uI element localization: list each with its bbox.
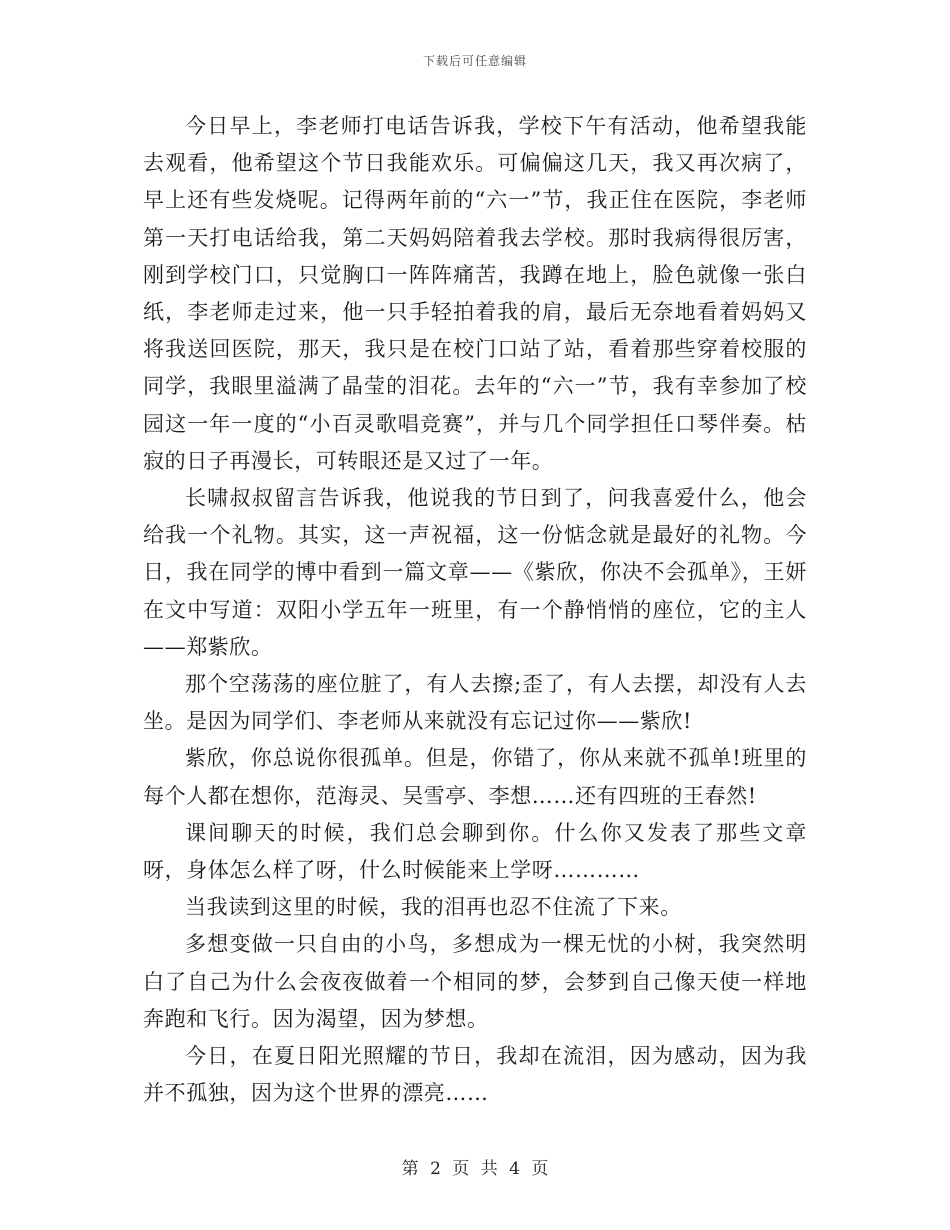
paragraph-8: 今日，在夏日阳光照耀的节日，我却在流泪，因为感动，因为我并不孤独，因为这个世界的漂亮…… [143,1044,807,1106]
page-number-footer: 第 2 页 共 4 页 [401,1159,549,1179]
paragraph-7: 多想变做一只自由的小鸟，多想成为一棵无忧的小树，我突然明白了自己为什么会夜夜做着一个相同的梦，会梦到自己像天使一样地奔跑和飞行。因为渴望，因为梦想。 [143,932,807,1031]
paragraph-4: 紫欣，你总说你很孤单。但是，你错了，你从来就不孤单!班里的每个人都在想你，范海灵、吴雪亭、李想……还有四班的王春然! [143,746,807,808]
page-header-note: 下载后可任意编辑 [422,54,527,68]
paragraph-1: 今日早上，李老师打电话告诉我，学校下午有活动，他希望我能去观看，他希望这个节日我能欢乐。可偏偏这几天，我又再次病了，早上还有些发烧呢。记得两年前的“六一”节，我正住在医院，李老师第一天打电话给我，第二天妈妈陪着我去学校。那时我病得很厉害，刚到学校门口，只觉胸口一阵阵痛苦，我蹲在地上，脸色就像一张白纸，李老师走过来，他一只手轻拍着我的肩，最后无奈地看着妈妈又将我送回医院，那天，我只是在校门口站了站，看着那些穿着校服的同学，我眼里溢满了晶莹的泪花。去年的“六一”节，我有幸参加了校园这一年一度的“小百灵歌唱竞赛”，并与几个同学担任口琴伴奏。枯寂的日子再漫长，可转眼还是又过了一年。 [143,114,807,473]
paragraph-3: 那个空荡荡的座位脏了，有人去擦;歪了，有人去摆，却没有人去坐。是因为同学们、李老师从来就没有忘记过你——紫欣! [143,672,807,734]
paragraph-2: 长啸叔叔留言告诉我，他说我的节日到了，问我喜爱什么，他会给我一个礼物。其实，这一声祝福，这一份惦念就是最好的礼物。今日，我在同学的博中看到一篇文章——《紫欣，你决不会孤单》，王妍在文中写道：双阳小学五年一班里，有一个静悄悄的座位，它的主人——郑紫欣。 [143,486,807,659]
document-body [143,108,807,1112]
paragraph-5: 课间聊天的时候，我们总会聊到你。什么你又发表了那些文章呀，身体怎么样了呀，什么时候能来上学呀………… [143,820,807,883]
paragraph-6: 当我读到这里的时候，我的泪再也忍不住流了下来。 [185,895,682,920]
